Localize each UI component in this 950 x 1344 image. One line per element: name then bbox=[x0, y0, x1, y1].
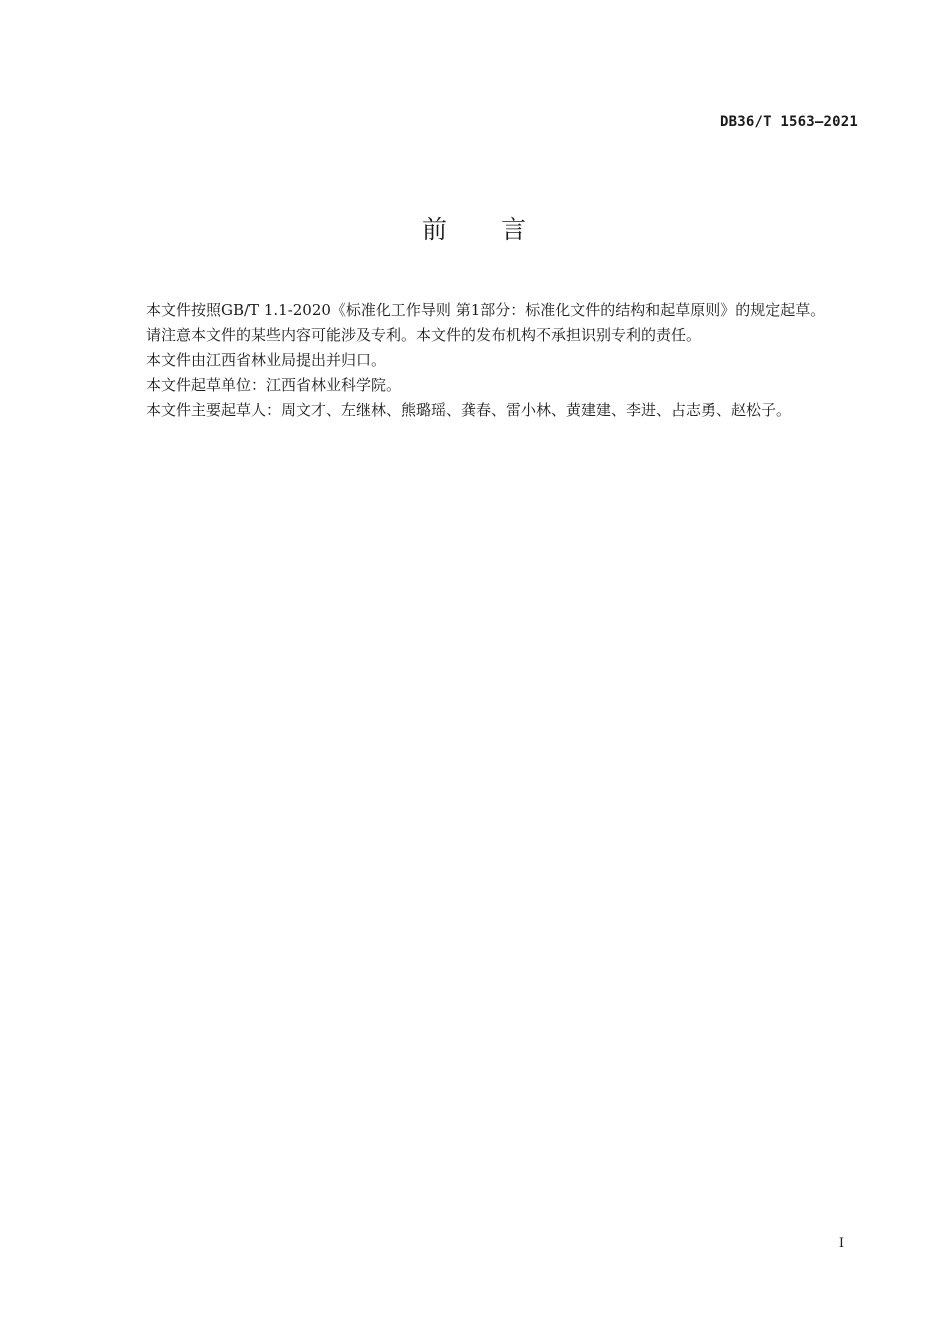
standard-number: DB36/T 1563—2021 bbox=[719, 114, 858, 130]
paragraph-drafting-basis: 本文件按照GB/T 1.1-2020《标准化工作导则 第1部分：标准化文件的结构和起草原则》的规定起草。 bbox=[146, 301, 826, 319]
paragraph-drafters: 本文件主要起草人：周文才、左继林、熊璐瑶、龚春、雷小林、黄建建、李进、占志勇、赵松子。 bbox=[146, 401, 792, 419]
paragraph-proposed-by: 本文件由江西省林业局提出并归口。 bbox=[146, 351, 387, 369]
title-char-1: 前 bbox=[421, 215, 449, 244]
paragraph-patent-notice: 请注意本文件的某些内容可能涉及专利。本文件的发布机构不承担识别专利的责任。 bbox=[146, 326, 702, 344]
page-title bbox=[0, 210, 950, 246]
paragraph-drafting-unit: 本文件起草单位：江西省林业科学院。 bbox=[146, 376, 402, 394]
foreword-body bbox=[113, 298, 861, 423]
title-char-2: 言 bbox=[501, 215, 529, 244]
page-number: I bbox=[838, 1236, 844, 1251]
